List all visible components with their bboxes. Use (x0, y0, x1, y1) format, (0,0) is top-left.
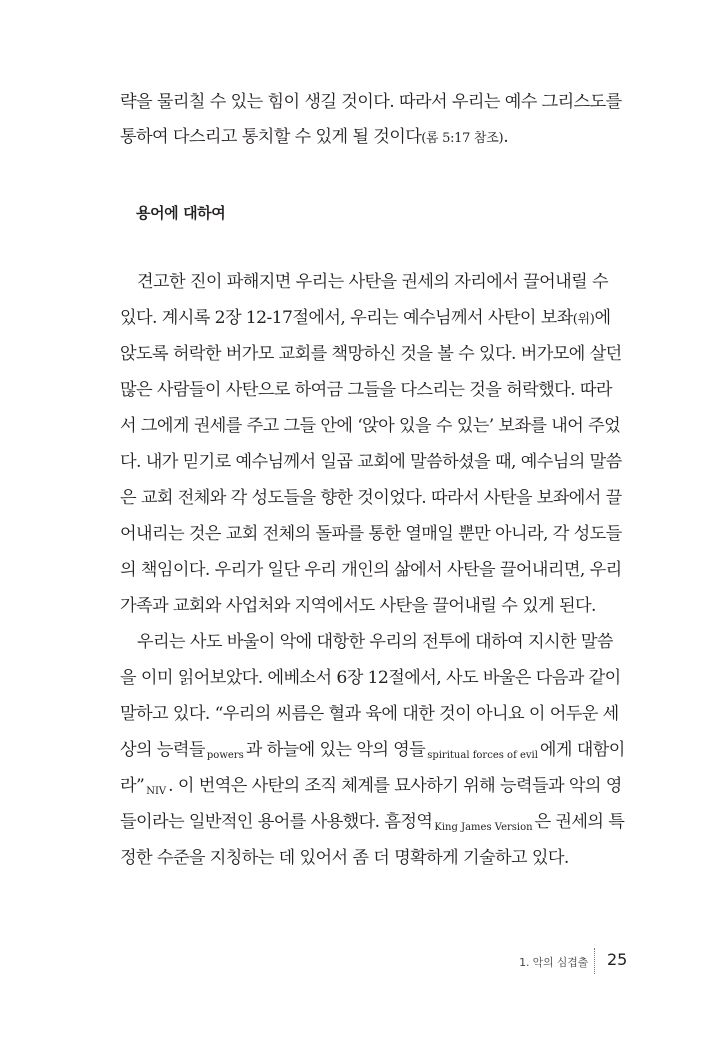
line-text: 있다. 계시록 2장 12-17절에서, 우리는 예수님께서 사탄이 보좌 (120, 308, 573, 328)
body-text-line (120, 125, 606, 151)
footer-divider (594, 948, 595, 974)
english-gloss: NIV (146, 786, 167, 797)
body-text-line: 앉도록 허락한 버가모 교회를 책망하신 것을 볼 수 있다. 버가모에 살던 (120, 344, 622, 364)
scripture-reference: (롬 5:17 참조) (421, 131, 504, 146)
english-gloss: spiritual forces of evil (427, 750, 538, 761)
line-text: 과 하늘에 있는 악의 영들 (245, 740, 426, 760)
line-text: 은 권세의 특 (534, 812, 625, 832)
english-gloss: King James Version (434, 822, 533, 833)
line-text: 에 (594, 308, 611, 328)
running-title: 1. 악의 심겹출 (519, 956, 588, 969)
line-text: 들이라는 일반적인 용어를 사용했다. 흠정역 (120, 812, 433, 832)
parenthetical-note: (위) (572, 312, 595, 327)
english-gloss: powers (206, 750, 244, 761)
line-text: . (503, 127, 509, 147)
body-text-line (120, 810, 625, 840)
body-text-line (120, 306, 611, 332)
body-text-line: 어내리는 것은 교회 전체의 돌파를 통한 열매일 뿐만 아니라, 각 성도들 (120, 524, 622, 544)
body-text-line: 정한 수준을 지칭하는 데 있어서 좀 더 명확하게 기술하고 있다. (120, 848, 569, 868)
body-text-line (120, 738, 625, 768)
body-text-line: 견고한 진이 파해지면 우리는 사탄을 권세의 자리에서 끌어내릴 수 (137, 272, 608, 292)
body-text-line: 많은 사람들이 사탄으로 하여금 그들을 다스리는 것을 허락했다. 따라 (120, 380, 612, 400)
body-text-line: 을 이미 읽어보았다. 에베소서 6장 12절에서, 사도 바울은 다음과 같이 (120, 668, 621, 688)
line-text: 에게 대함이 (539, 740, 625, 760)
line-text: . 이 번역은 사탄의 조직 체계를 묘사하기 위해 능력들과 악의 영 (168, 776, 622, 796)
body-text-line: 우리는 사도 바울이 악에 대항한 우리의 전투에 대하여 지시한 말씀 (137, 632, 613, 652)
body-text-line: 말하고 있다. “우리의 씨름은 혈과 육에 대한 것이 아니요 이 어두운 세 (120, 704, 619, 724)
line-text: 통하여 다스리고 통치할 수 있게 될 것이다 (120, 127, 422, 147)
section-heading: 용어에 대하여 (136, 204, 226, 222)
body-text-line: 서 그에게 권세를 주고 그들 안에 ‘앉아 있을 수 있는’ 보좌를 내어 주었 (120, 416, 621, 436)
body-text-line: 은 교회 전체와 각 성도들을 향한 것이었다. 따라서 사탄을 보좌에서 끌 (120, 488, 622, 508)
body-text-line: 가족과 교회와 사업처와 지역에서도 사탄을 끌어내릴 수 있게 된다. (120, 596, 596, 616)
body-text-line: 략을 물리칠 수 있는 힘이 생길 것이다. 따라서 우리는 예수 그리스도를 (120, 92, 622, 112)
body-text-line: 다. 내가 믿기로 예수님께서 일곱 교회에 말씀하셨을 때, 예수님의 말씀 (120, 452, 622, 472)
line-text: 라” (120, 776, 145, 796)
page-number: 25 (607, 950, 628, 969)
body-text-line (120, 774, 622, 804)
line-text: 상의 능력들 (120, 740, 205, 760)
body-text-line: 의 책임이다. 우리가 일단 우리 개인의 삶에서 사탄을 끌어내리면, 우리 (120, 560, 622, 580)
page-footer (0, 948, 720, 974)
